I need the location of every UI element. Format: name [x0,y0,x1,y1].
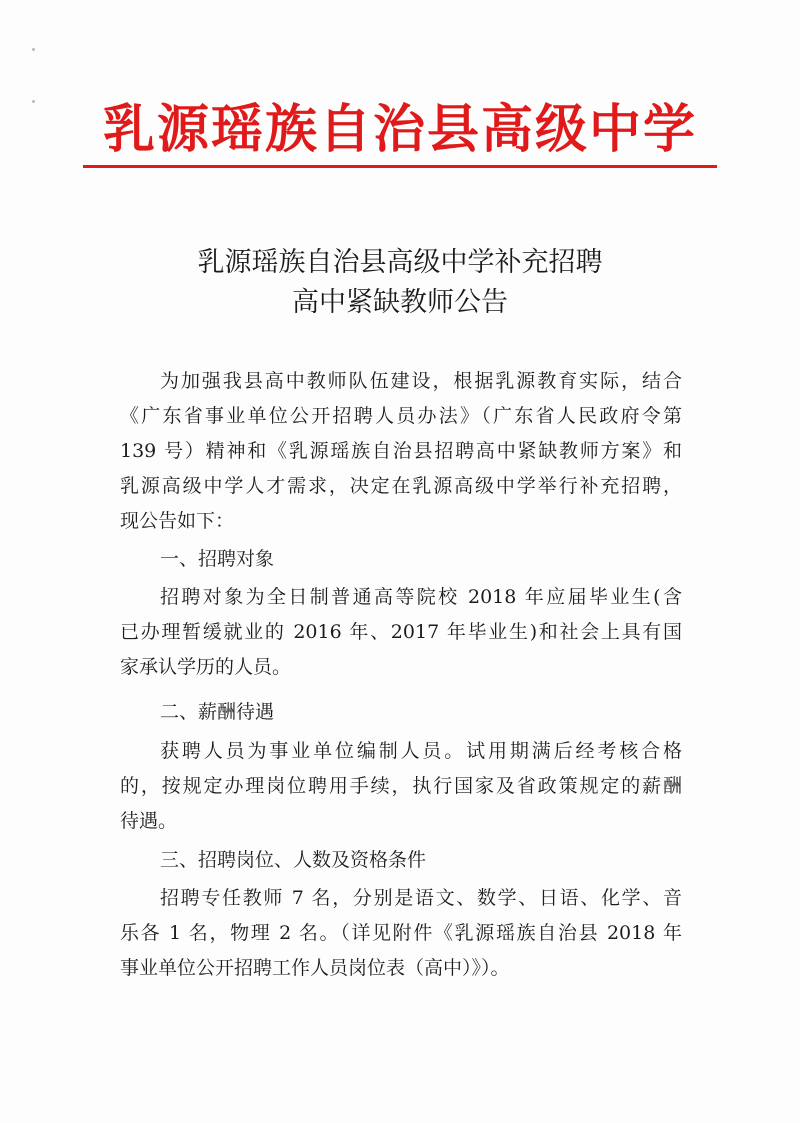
section-3-line-2: 乐各 1 名，物理 2 名。（详见附件《乳源瑶族自治县 2018 年 [120,922,682,944]
section-heading-recruitment-targets: 一、招聘对象 [160,548,275,570]
intro-line-5: 现公告如下： [120,510,235,532]
document-title-line-2: 高中紧缺教师公告 [292,287,508,318]
intro-line-3: 139 号）精神和《乳源瑶族自治县招聘高中紧缺教师方案》和 [120,440,682,462]
letterhead-org-name: 乳源瑶族自治县高级中学 [102,99,697,160]
document-title-line-1: 乳源瑶族自治县高级中学补充招聘 [197,247,603,278]
section-heading-positions: 三、招聘岗位、人数及资格条件 [160,849,427,871]
scan-margin-marks [32,48,38,108]
section-2-line-1: 获聘人员为事业单位编制人员。试用期满后经考核合格 [160,740,682,762]
intro-line-2: 《广东省事业单位公开招聘人员办法》（广东省人民政府令第 [120,405,682,427]
section-1-line-3: 家承认学历的人员。 [120,656,292,678]
section-2-line-2: 的，按规定办理岗位聘用手续，执行国家及省政策规定的薪酬 [120,775,682,797]
section-2-line-3: 待遇。 [120,810,178,832]
section-3-line-3: 事业单位公开招聘工作人员岗位表（高中）》）。 [120,957,510,979]
section-1-line-1: 招聘对象为全日制普通高等院校 2018 年应届毕业生(含 [160,586,682,608]
section-3-line-1: 招聘专任教师 7 名，分别是语文、数学、日语、化学、音 [160,887,682,909]
section-heading-compensation: 二、薪酬待遇 [160,701,275,723]
intro-line-1: 为加强我县高中教师队伍建设，根据乳源教育实际，结合 [160,370,682,392]
intro-line-4: 乳源高级中学人才需求，决定在乳源高级中学举行补充招聘， [120,475,682,497]
section-1-line-2: 已办理暂缓就业的 2016 年、2017 年毕业生)和社会上具有国 [120,621,682,643]
letterhead-red-rule [83,165,717,168]
